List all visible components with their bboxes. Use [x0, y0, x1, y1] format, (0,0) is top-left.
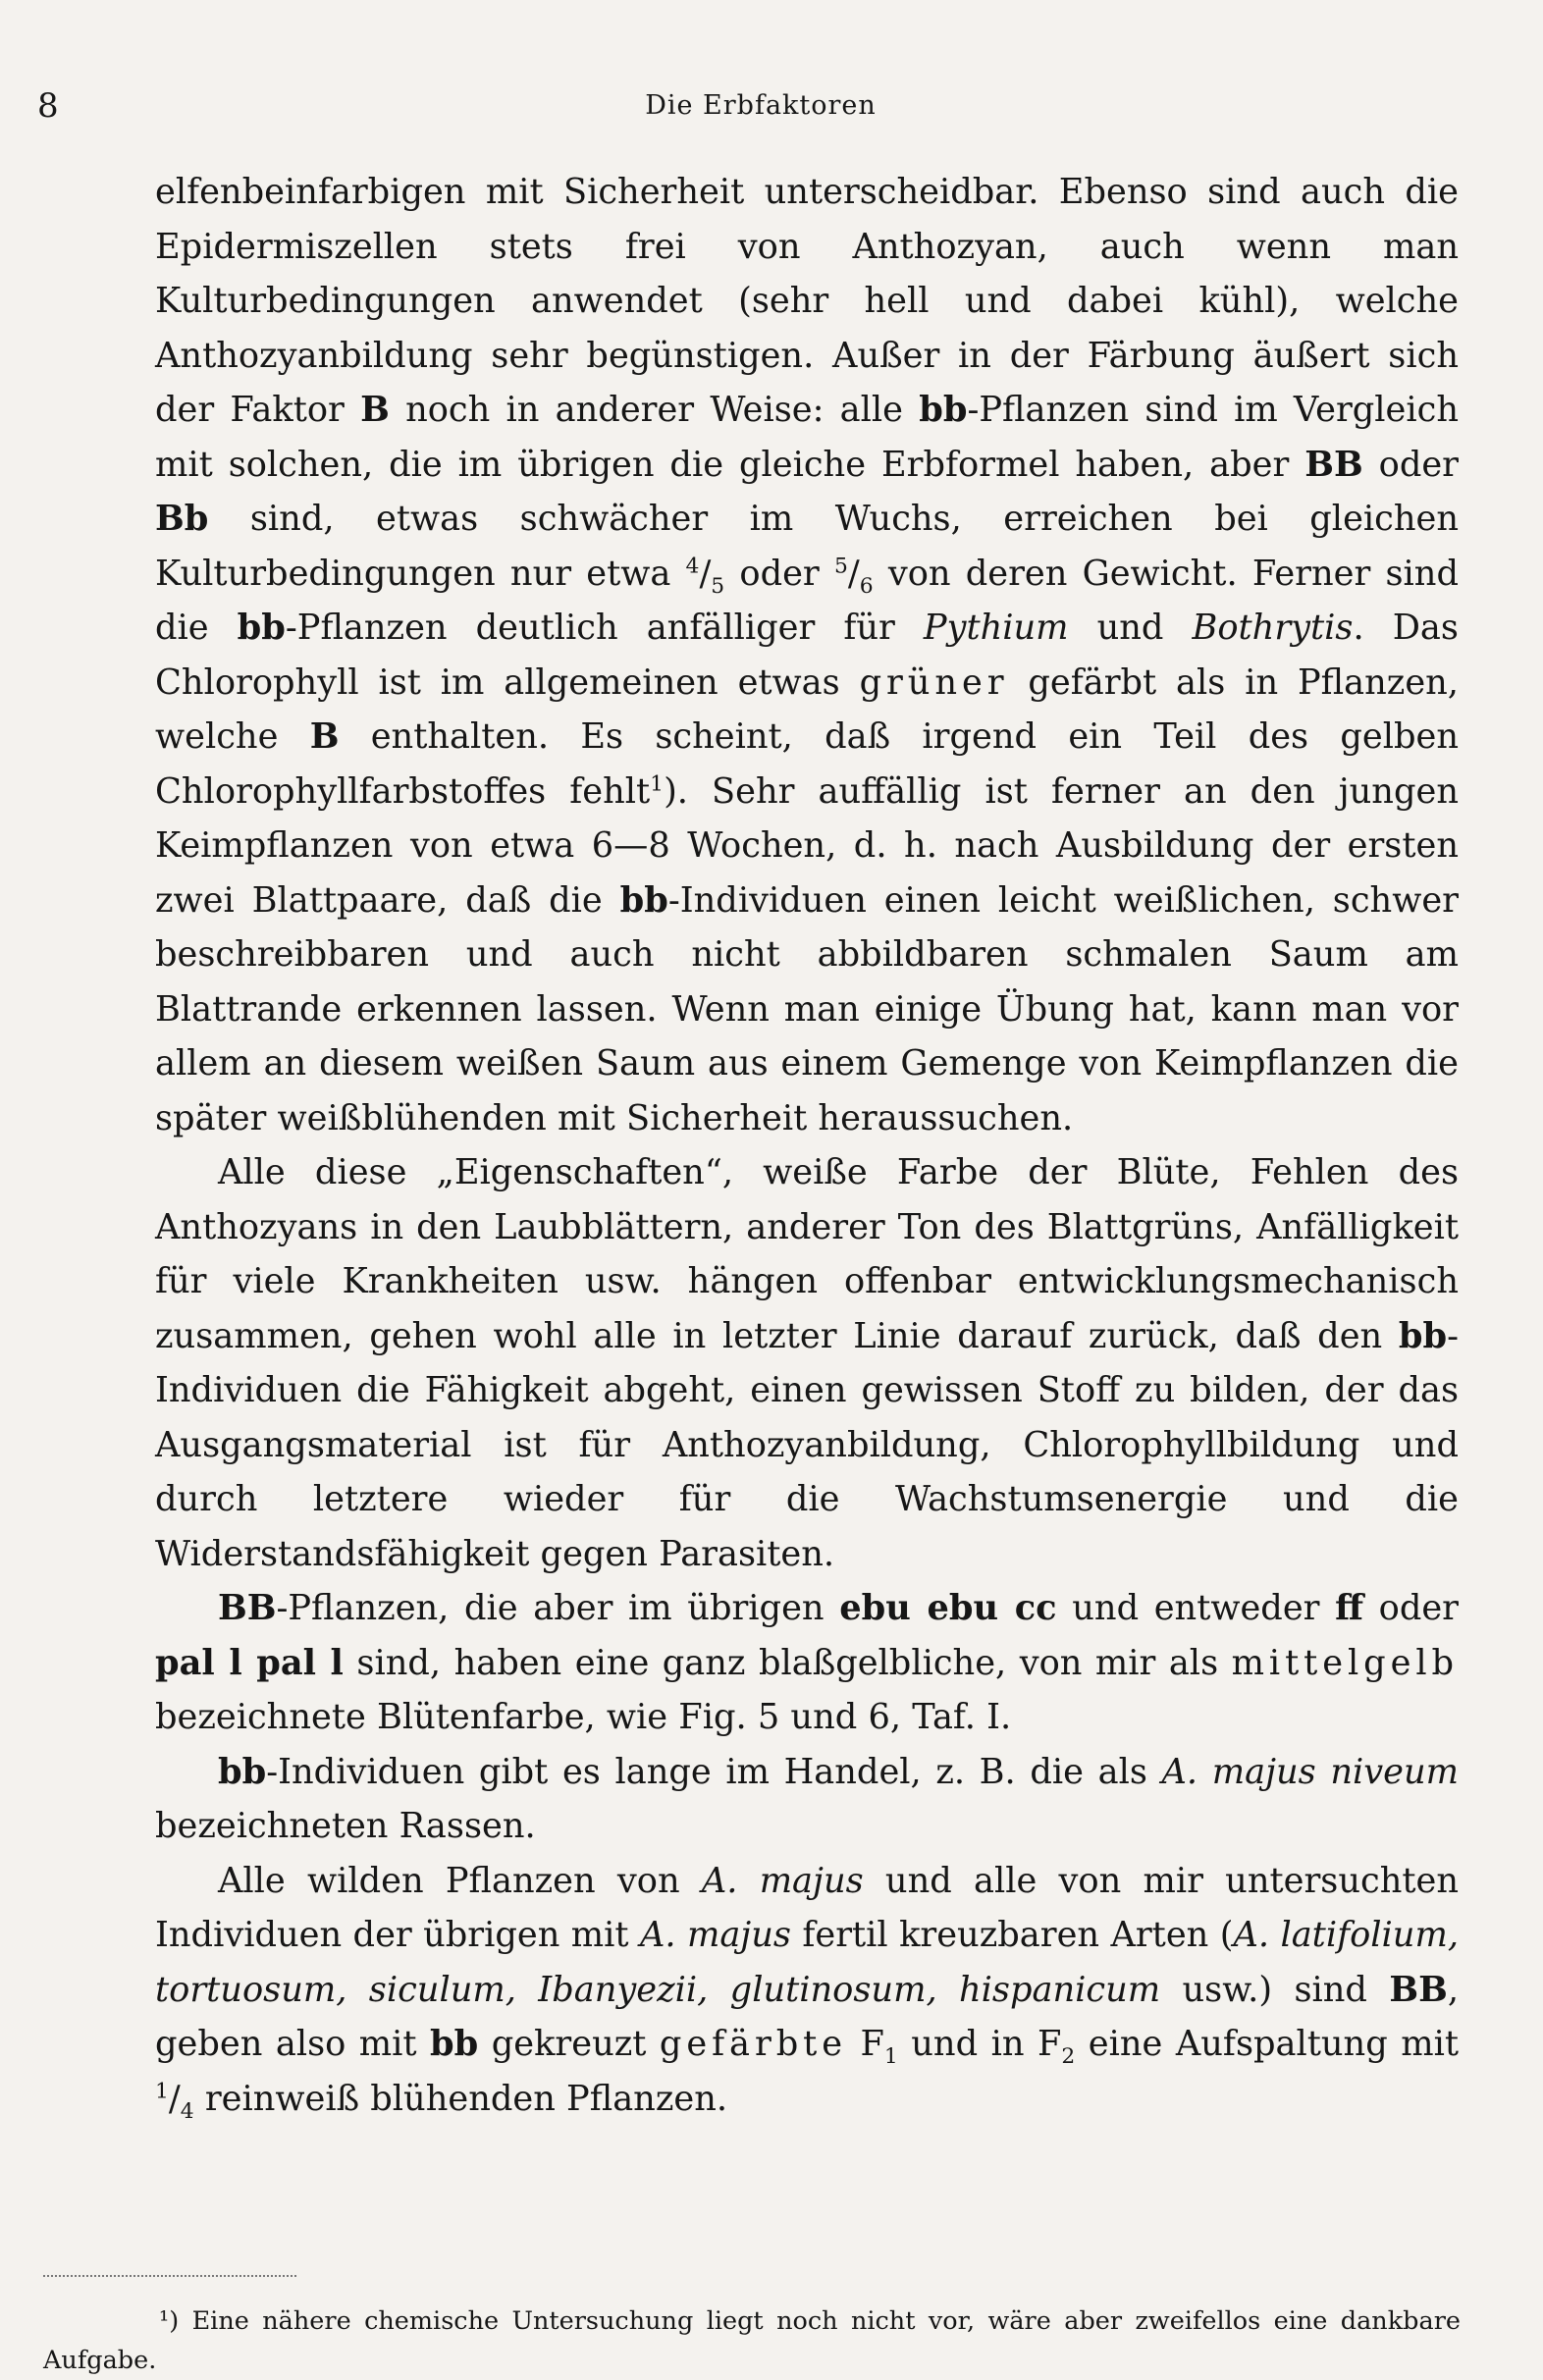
text-run: oder [1362, 444, 1459, 485]
text-run: 2 [1061, 2044, 1076, 2070]
text-run: fertil kreuzbaren Arten ( [790, 1915, 1234, 1955]
text-run: bezeichnete Blütenfarbe, wie Fig. 5 und 6, Taf. I. [155, 1697, 1012, 1737]
text-run: Alle diese „Eigenschaften“, weiße Farbe der Blüte, Fehlen des Anthozyans in den Laubblättern, anderer Ton des Blattgrüns, Anfälligkeit für viele Krankheiten usw. hängen offenbar entwicklungsmechanisch zusammen, gehen wohl alle in letzter Linie darauf zurück, daß den [155, 1152, 1459, 1356]
text-run: und in F [897, 2024, 1062, 2064]
text-run: Bothrytis [1192, 608, 1354, 648]
text-run: A. majus [701, 1860, 864, 1901]
text-run: und alle von mir untersuchten Individuen der übrigen mit [155, 1860, 1459, 1955]
text-run: bb [430, 2024, 479, 2064]
footnote [43, 2301, 1461, 2380]
text-run: elfenbeinfarbigen mit Sicherheit unterscheidbar. Ebenso sind auch die Epidermiszellen stets frei von Anthozyan, auch wenn man Kulturbedingungen anwendet (sehr hell und dabei kühl), welche Anthozyanbildung sehr begünstigen. Außer in der Färbung äußert sich der Faktor [155, 172, 1459, 430]
text-run: reinweiß blühenden Pflanzen. [193, 2078, 728, 2119]
text-run: und entweder [1056, 1588, 1336, 1628]
paragraph [155, 1581, 1459, 1745]
text-run: gefärbt als in Pflanzen, welche [155, 661, 1459, 757]
text-run: B [360, 390, 390, 430]
text-run: 6 [859, 573, 874, 599]
text-run: B [309, 716, 340, 757]
running-title: Die Erbfaktoren [645, 90, 877, 121]
text-run: 4 [685, 553, 700, 578]
text-run: enthalten. Es scheint, daß irgend ein Teil des gelben Chlorophyllfarbstoffes fehlt [155, 716, 1460, 812]
text-run: usw.) sind [1160, 1969, 1390, 2010]
text-run: A. latifolium, tortuosum, siculum, Ibanyezii, glutinosum, hispanicum [155, 1915, 1460, 2010]
text-run: BB [218, 1588, 277, 1628]
text-run: BB [1304, 444, 1363, 485]
text-run: -Individuen gibt es lange im Handel, z. B. die als [266, 1751, 1162, 1792]
text-run: bb [1398, 1315, 1448, 1356]
text-run: -Individuen einen leicht weißlichen, schwer beschreibbaren und auch nicht abbildbaren schmalen Saum am Blattrande erkennen lassen. Wenn man einige Übung hat, kann man vor allem an diesem weißen Saum aus einem Gemenge von Keimpflanzen die später weißblühenden mit Sicherheit heraussuchen. [155, 879, 1459, 1138]
paragraph [155, 1145, 1459, 1581]
paragraph [155, 1854, 1459, 2127]
text-run: ebu ebu cc [839, 1588, 1057, 1628]
text-run: -Individuen die Fähigkeit abgeht, einen gewissen Stoff zu bilden, der das Ausgangsmaterial ist für Anthozyanbildung, Chlorophyllbildung und durch letztere wieder für die Wachstumsenergie und die Widerstandsfähigkeit gegen Parasiten. [155, 1315, 1459, 1574]
text-run: sind, haben eine ganz blaßgelbliche, von mir als [343, 1642, 1232, 1683]
text-run: A. majus niveum [1161, 1751, 1459, 1792]
text-run: bb [919, 390, 968, 430]
text-run: mittelgelb [1231, 1642, 1459, 1683]
text-run: -Pflanzen deutlich anfälliger für [285, 608, 924, 648]
text-run: ¹) Eine nähere chemische Untersuchung liegt noch nicht vor, wäre aber zweifellos eine dankbare Aufgabe. [43, 2306, 1461, 2375]
text-run: / [699, 553, 712, 594]
page-number: 8 [37, 86, 59, 126]
text-run: / [168, 2078, 181, 2119]
text-run: oder [724, 553, 834, 594]
text-run: Pythium [923, 608, 1069, 648]
text-run: sind, etwas schwächer im Wuchs, erreichen bei gleichen Kulturbedingungen nur etwa [155, 499, 1459, 594]
paragraph [155, 165, 1459, 1145]
text-run: ). Sehr auffällig ist ferner an den jungen Keimpflanzen von etwa 6—8 Wochen, d. h. nach Ausbildung der ersten zwei Blattpaare, daß die [155, 770, 1459, 921]
text-run: von deren Gewicht. Ferner sind die [155, 553, 1459, 648]
text-run: BB [1389, 1969, 1448, 2010]
text-run: und [1068, 608, 1193, 648]
text-run: eine Aufspaltung mit [1075, 2024, 1459, 2064]
text-run: oder [1363, 1588, 1459, 1628]
page-header [37, 86, 1484, 126]
text-run: -Pflanzen sind im Vergleich mit solchen, die im übrigen die gleiche Erbformel haben, aber [155, 390, 1459, 485]
text-run: 1 [155, 2078, 169, 2103]
text-run: grüner [859, 661, 1009, 703]
text-run: . Das Chlorophyll ist im allgemeinen etwas [155, 608, 1459, 703]
text-run: -Pflanzen, die aber im übrigen [276, 1588, 840, 1628]
footnote-text [43, 2301, 1461, 2380]
text-run: F [846, 2024, 884, 2064]
text-run: ff [1335, 1588, 1363, 1628]
text-run: A. majus [639, 1915, 791, 1955]
text-run: noch in anderer Weise: alle [389, 390, 920, 430]
text-run: , geben also mit [155, 1969, 1459, 2064]
text-run: Alle wilden Pflanzen von [218, 1860, 702, 1901]
text-run: bezeichneten Rassen. [155, 1806, 536, 1846]
text-run: 4 [180, 2098, 194, 2124]
paragraph [155, 1745, 1459, 1854]
text-run: 5 [711, 573, 725, 599]
text-run: / [847, 553, 860, 594]
text-run: gefärbte [659, 2024, 847, 2064]
text-run: Bb [155, 499, 209, 539]
body-text [155, 165, 1459, 2126]
text-run: 1 [650, 770, 665, 796]
text-run: pal l pal l [155, 1642, 344, 1683]
text-run: bb [237, 608, 286, 648]
text-run: gekreuzt [478, 2024, 660, 2064]
text-run: 1 [883, 2044, 898, 2070]
text-run: bb [619, 879, 668, 921]
footnote-separator [43, 2275, 296, 2277]
text-run: 5 [833, 553, 848, 578]
text-run: bb [218, 1751, 267, 1792]
